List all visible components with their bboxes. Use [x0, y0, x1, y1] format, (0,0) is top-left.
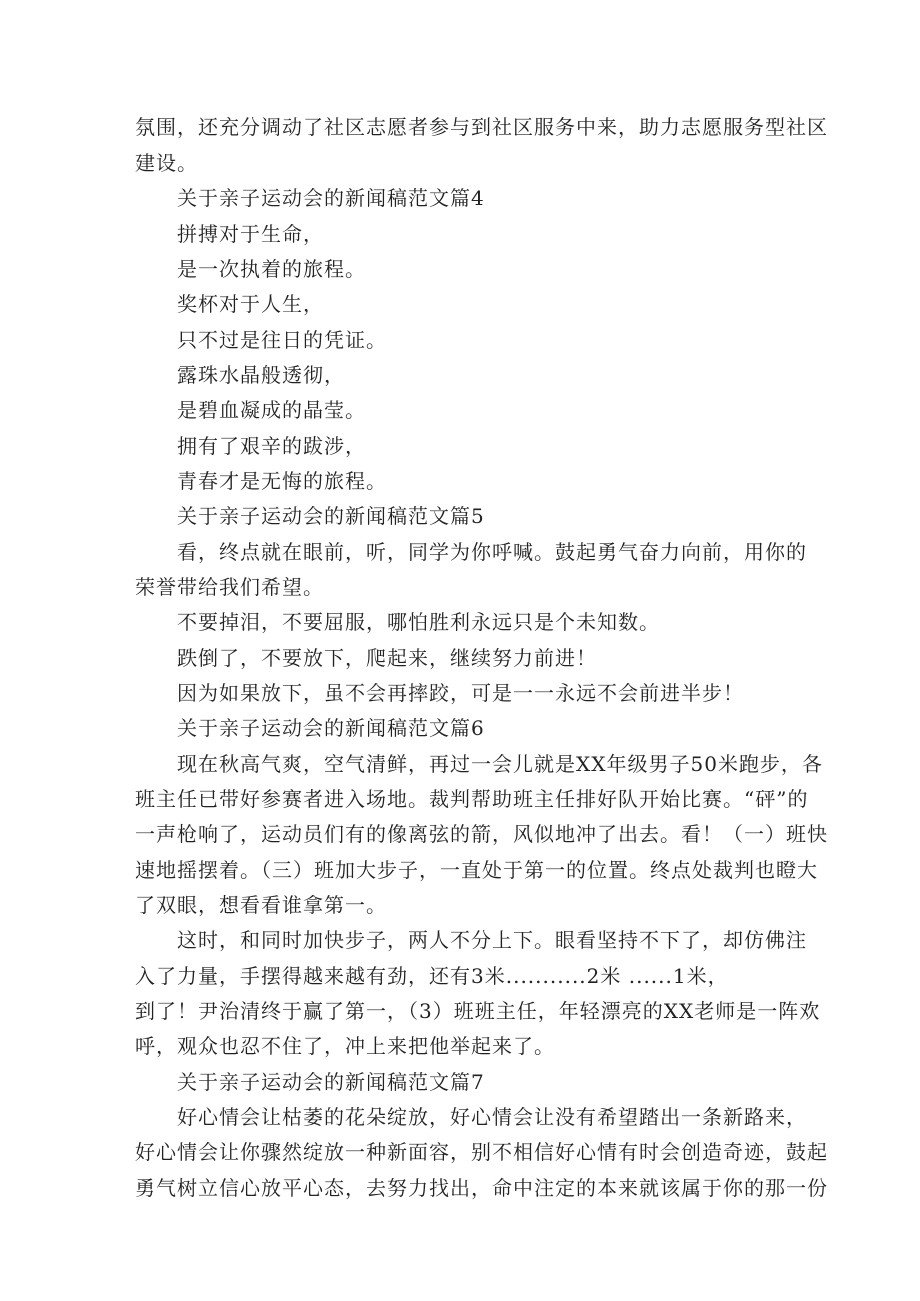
paragraph-line: 这时，和同时加快步子，两人不分上下。眼看坚持不下了，却仿佛注 — [177, 928, 807, 952]
section-heading: 关于亲子运动会的新闻稿范文篇6 — [177, 716, 485, 740]
poem-line: 露珠水晶般透彻， — [177, 363, 345, 387]
paragraph-line: 跌倒了，不要放下，爬起来，继续努力前进！ — [177, 646, 597, 670]
paragraph-line: 入了力量，手摆得越来越有劲，还有3米...........2米 ......1米， — [135, 964, 729, 988]
paragraph-line: 因为如果放下，虽不会再摔跤，可是一一永远不会前进半步！ — [177, 681, 744, 705]
paragraph-line: 了双眼，想看看谁拿第一。 — [135, 893, 387, 917]
poem-line: 拼搏对于生命， — [177, 222, 324, 246]
paragraph-line: 呼，观众也忍不住了，冲上来把他举起来了。 — [135, 1034, 555, 1058]
poem-line: 拥有了艰辛的跋涉， — [177, 434, 366, 458]
paragraph-line: 不要掉泪，不要屈服，哪怕胜利永远只是个未知数。 — [177, 610, 660, 634]
poem-line: 青春才是无悔的旅程。 — [177, 469, 387, 493]
paragraph-line: 班主任已带好参赛者进入场地。裁判帮助班主任排好队开始比赛。“砰”的 — [135, 787, 809, 811]
poem-line: 是碧血凝成的晶莹。 — [177, 398, 366, 422]
paragraph-line: 好心情会让枯萎的花朵绽放，好心情会让没有希望踏出一条新路来， — [177, 1105, 807, 1129]
paragraph-line: 速地摇摆着。（三）班加大步子，一直处于第一的位置。终点处裁判也瞪大 — [135, 858, 818, 882]
paragraph-line: 勇气树立信心放平心态，去努力找出，命中注定的本来就该属于你的那一份 — [135, 1176, 828, 1200]
poem-line: 是一次执着的旅程。 — [177, 257, 366, 281]
paragraph-line: 现在秋高气爽，空气清鲜，再过一会儿就是XX年级男子50米跑步，各 — [177, 752, 823, 776]
paragraph-line: 好心情会让你骤然绽放一种新面容，别不相信好心情有时会创造奇迹，鼓起 — [135, 1140, 828, 1164]
paragraph-line: 氛围，还充分调动了社区志愿者参与到社区服务中来，助力志愿服务型社区 — [135, 115, 828, 139]
section-heading: 关于亲子运动会的新闻稿范文篇5 — [177, 504, 485, 528]
paragraph-line: 荣誉带给我们希望。 — [135, 575, 324, 599]
section-heading: 关于亲子运动会的新闻稿范文篇4 — [177, 186, 485, 210]
paragraph-line: 建设。 — [135, 151, 198, 175]
paragraph-line: 一声枪响了，运动员们有的像离弦的箭，风似地冲了出去。看！（一）班快 — [135, 822, 828, 846]
paragraph-line: 看，终点就在眼前，听，同学为你呼喊。鼓起勇气奋力向前，用你的 — [177, 540, 807, 564]
paragraph-line: 到了！尹治清终于赢了第一，（3）班班主任，年轻漂亮的XX老师是一阵欢 — [135, 999, 821, 1023]
section-heading: 关于亲子运动会的新闻稿范文篇7 — [177, 1070, 485, 1094]
poem-line: 奖杯对于人生， — [177, 292, 324, 316]
poem-line: 只不过是往日的凭证。 — [177, 328, 387, 352]
